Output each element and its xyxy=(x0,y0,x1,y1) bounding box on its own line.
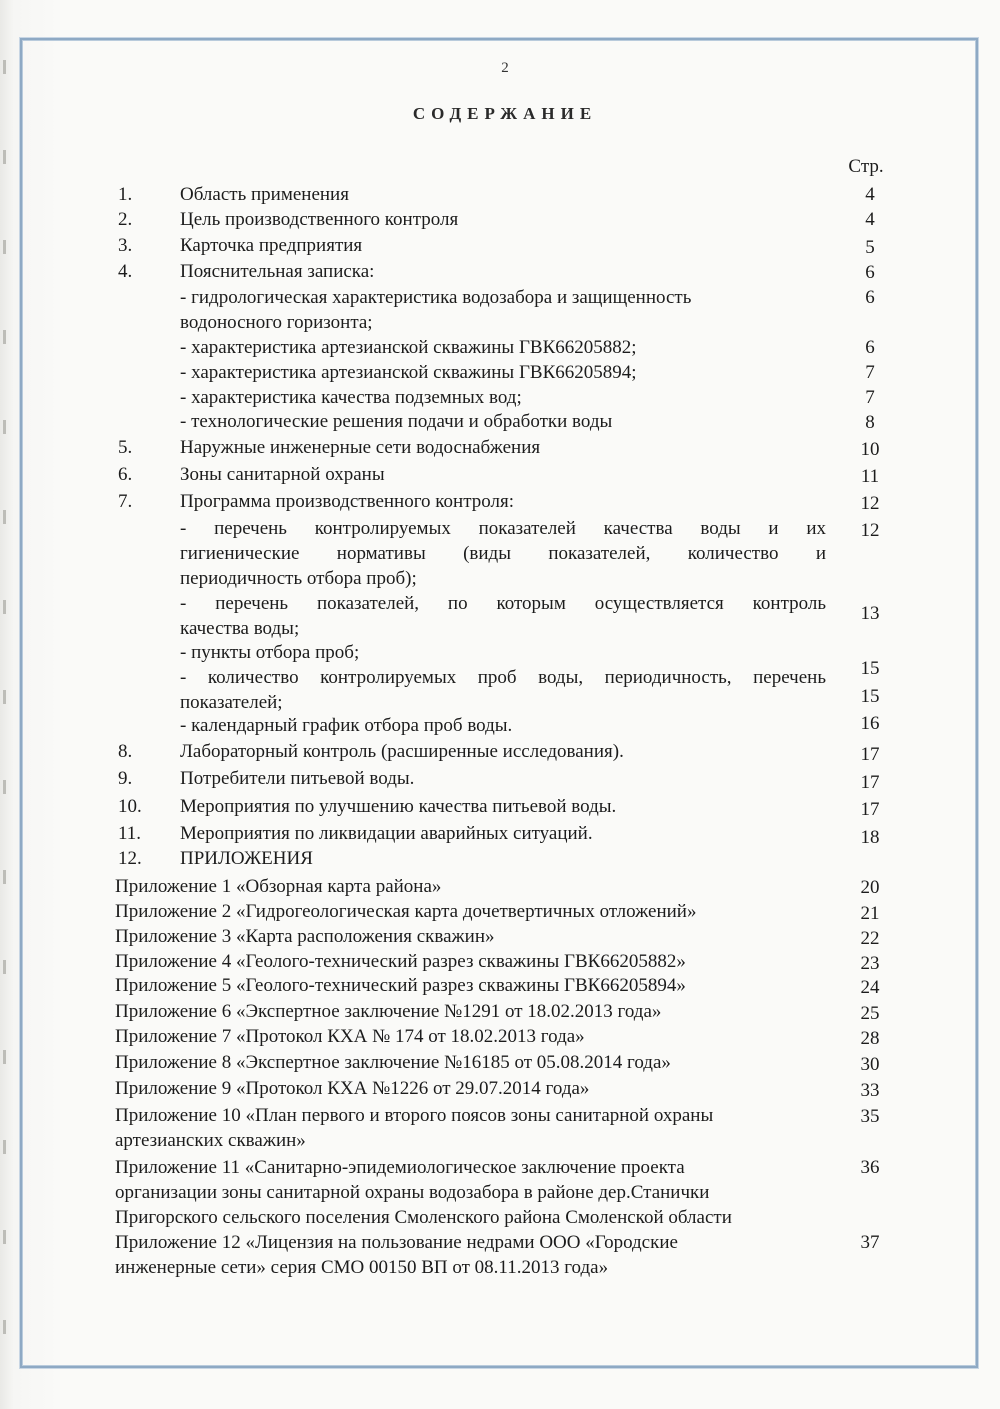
appendix-line: Приложение 5 «Геолого-технический разрез скважины ГВК66205894» xyxy=(115,975,686,996)
appendix-line: Приложение 3 «Карта расположения скважин» xyxy=(115,926,495,947)
appendix-line: инженерные сети» серия СМО 00150 ВП от 08.11.2013 года» xyxy=(115,1257,609,1278)
appendix-line: Приложение 12 «Лицензия на пользование недрами ООО «Городские xyxy=(115,1232,678,1253)
page-ref: 11 xyxy=(860,466,880,487)
section-number: 11. xyxy=(118,823,142,844)
appendix-line: Приложение 1 «Обзорная карта района» xyxy=(115,876,442,897)
page-ref: 17 xyxy=(860,799,880,820)
subsection-line: водоносного горизонта; xyxy=(180,312,373,333)
subsection-line: гигиенические нормативы (виды показателей, количество и xyxy=(180,543,826,564)
section-number: 4. xyxy=(118,261,133,282)
page-ref: 17 xyxy=(860,744,880,765)
page-ref: 6 xyxy=(865,262,875,283)
section-title: Зоны санитарной охраны xyxy=(180,464,385,485)
page-ref: 7 xyxy=(865,362,875,383)
page-ref: 15 xyxy=(860,686,880,707)
appendix-line: Приложение 8 «Экспертное заключение №16185 от 05.08.2014 года» xyxy=(115,1052,671,1073)
page-ref: 30 xyxy=(860,1054,880,1075)
section-number: 5. xyxy=(118,437,133,458)
section-title: Потребители питьевой воды. xyxy=(180,768,415,789)
page-ref: 10 xyxy=(860,439,880,460)
appendix-line: Приложение 2 «Гидрогеологическая карта дочетвертичных отложений» xyxy=(115,901,697,922)
section-title: Область применения xyxy=(180,184,349,205)
subsection-line: показателей; xyxy=(180,692,283,713)
appendix-line: организации зоны санитарной охраны водозабора в районе дер.Станички xyxy=(115,1182,710,1203)
page-ref: 6 xyxy=(865,337,875,358)
section-number: 8. xyxy=(118,741,133,762)
page-ref: 23 xyxy=(860,953,880,974)
section-title: Мероприятия по улучшению качества питьевой воды. xyxy=(180,796,617,817)
page-ref: 24 xyxy=(860,977,880,998)
subsection-line: - технологические решения подачи и обработки воды xyxy=(180,411,613,432)
page-ref: 7 xyxy=(865,387,875,408)
section-title: Наружные инженерные сети водоснабжения xyxy=(180,437,541,458)
subsection-line: - характеристика артезианской скважины ГВК66205882; xyxy=(180,337,637,358)
subsection-line: - характеристика качества подземных вод; xyxy=(180,387,522,408)
section-title: Программа производственного контроля: xyxy=(180,491,515,512)
subsection-line: качества воды; xyxy=(180,618,300,639)
subsection-line: периодичность отбора проб); xyxy=(180,568,417,589)
page-ref: 21 xyxy=(860,903,880,924)
page-ref: 28 xyxy=(860,1028,880,1049)
section-number: 10. xyxy=(118,796,142,817)
section-title: ПРИЛОЖЕНИЯ xyxy=(180,848,313,869)
page-ref: 13 xyxy=(860,603,880,624)
page-ref: 20 xyxy=(860,877,880,898)
page-title: СОДЕРЖАНИЕ xyxy=(412,104,598,123)
section-title: Карточка предприятия xyxy=(180,235,363,256)
page-ref: 17 xyxy=(860,772,880,793)
page-ref: 12 xyxy=(860,493,880,514)
appendix-line: Приложение 7 «Протокол КХА № 174 от 18.02.2013 года» xyxy=(115,1026,585,1047)
appendix-line: Приложение 4 «Геолого-технический разрез скважины ГВК66205882» xyxy=(115,951,686,972)
appendix-line: Приложение 9 «Протокол КХА №1226 от 29.07.2014 года» xyxy=(115,1078,590,1099)
page-ref: 5 xyxy=(865,237,875,258)
page-ref: 37 xyxy=(860,1232,880,1253)
page-ref: 4 xyxy=(865,209,875,230)
section-number: 1. xyxy=(118,184,133,205)
section-number: 3. xyxy=(118,235,133,256)
section-number: 9. xyxy=(118,768,133,789)
subsection-line: - характеристика артезианской скважины ГВК66205894; xyxy=(180,362,637,383)
section-number: 12. xyxy=(118,848,142,869)
section-title: Цель производственного контроля xyxy=(180,209,459,230)
page-number: 2 xyxy=(501,60,509,76)
page-ref: 15 xyxy=(860,658,880,679)
subsection-line: - гидрологическая характеристика водозабора и защищенность xyxy=(180,287,692,308)
page-ref: 36 xyxy=(860,1157,880,1178)
page-ref: 22 xyxy=(860,928,880,949)
subsection-line: - пункты отбора проб; xyxy=(180,642,360,663)
appendix-line: Приложение 10 «План первого и второго поясов зоны санитарной охраны xyxy=(115,1105,714,1126)
appendix-line: Приложение 6 «Экспертное заключение №1291 от 18.02.2013 года» xyxy=(115,1001,662,1022)
page-ref: 18 xyxy=(860,827,880,848)
page-ref: 33 xyxy=(860,1080,880,1101)
pages-column-header: Стр. xyxy=(848,156,884,177)
section-number: 7. xyxy=(118,491,133,512)
section-title: Лабораторный контроль (расширенные исследования). xyxy=(180,741,624,762)
page-ref: 8 xyxy=(865,412,875,433)
page-ref: 4 xyxy=(865,184,875,205)
section-title: Мероприятия по ликвидации аварийных ситуаций. xyxy=(180,823,593,844)
page-ref: 16 xyxy=(860,713,880,734)
section-number: 6. xyxy=(118,464,133,485)
subsection-line: - перечень контролируемых показателей качества воды и их xyxy=(180,518,826,539)
appendix-line: Приложение 11 «Санитарно-эпидемиологическое заключение проекта xyxy=(115,1157,685,1178)
subsection-line: - перечень показателей, по которым осуществляется контроль xyxy=(180,593,826,614)
appendix-line: Пригорского сельского поселения Смоленского района Смоленской области xyxy=(115,1207,732,1228)
page-ref: 6 xyxy=(865,287,875,308)
appendix-line: артезианских скважин» xyxy=(115,1130,306,1151)
subsection-line: - календарный график отбора проб воды. xyxy=(180,715,513,736)
section-title: Пояснительная записка: xyxy=(180,261,375,282)
page-ref: 35 xyxy=(860,1106,880,1127)
page-ref: 12 xyxy=(860,520,880,541)
subsection-line: - количество контролируемых проб воды, периодичность, перечень xyxy=(180,667,826,688)
page-ref: 25 xyxy=(860,1003,880,1024)
section-number: 2. xyxy=(118,209,133,230)
